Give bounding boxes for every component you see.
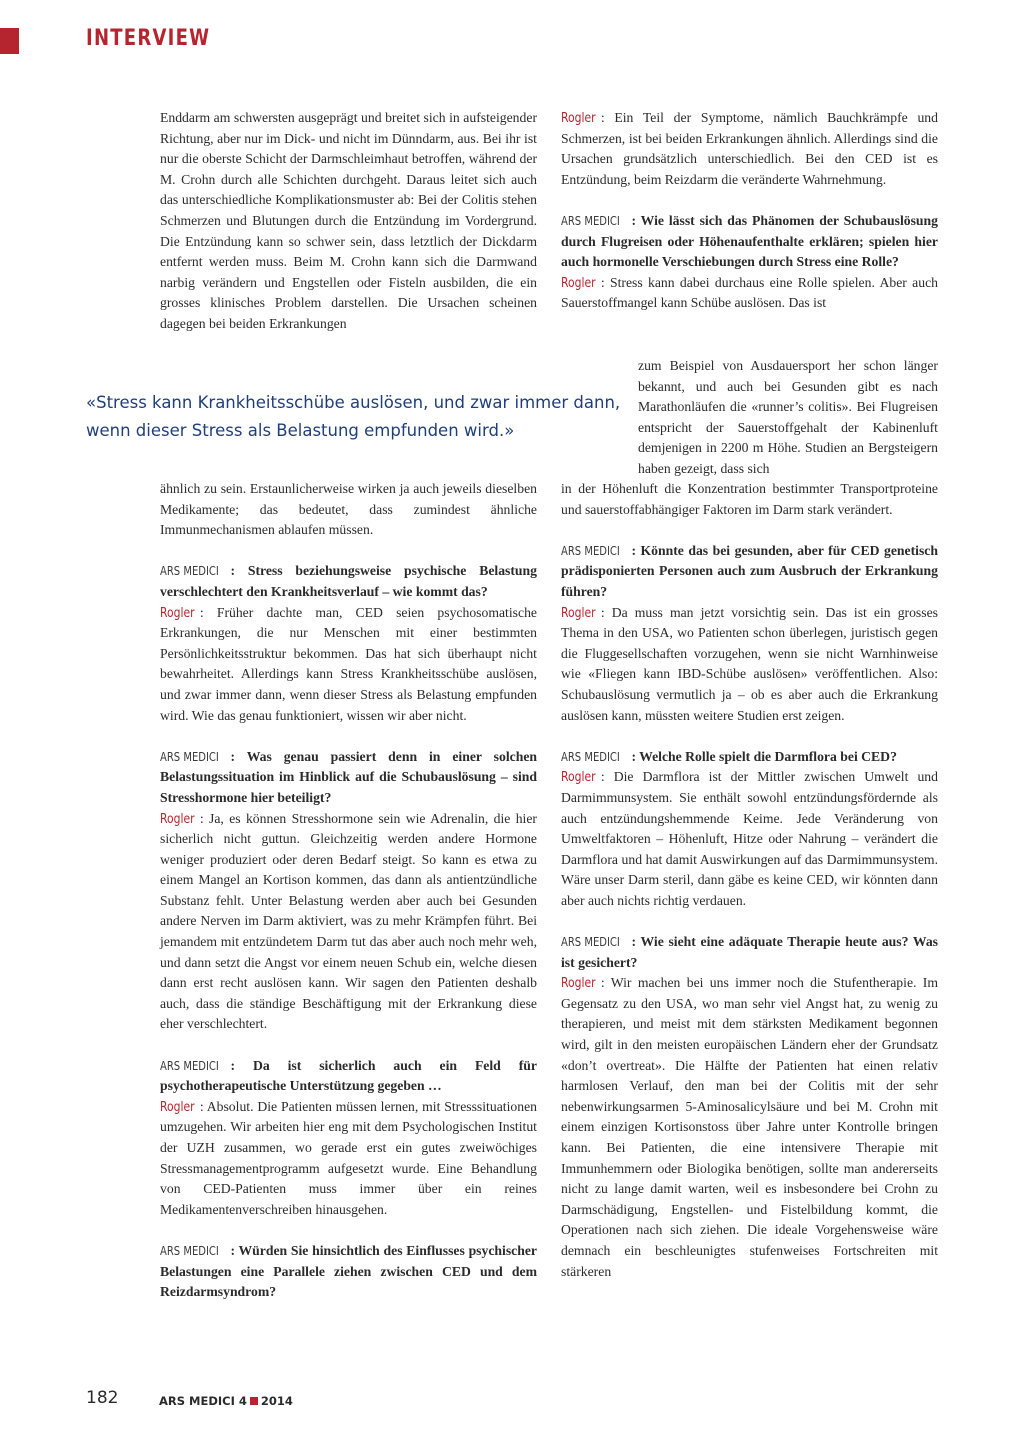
interview-question: ARS MEDICI : Was genau passiert denn in einer solchen Belastungssituation im Hinblick auf die Schubauslösung – sind Stresshormone hier beteiligt?	[160, 748, 538, 805]
answer-text: Ein Teil der Symptome, nämlich Bauchkrämpfe und Schmerzen, ist bei beiden Erkrankungen ähnlich. Allerdings sind die Ursachen grundsätzlich unterschiedlich. Bei den CED ist es Entzündung, beim Reizdarm die veränderte Wahrnehmung.	[561, 110, 938, 187]
answer-text: Ja, es können Stresshormone sein wie Adrenalin, die hier sicherlich nicht guttun. Gleichzeitig werden andere Hormone weniger produziert oder deren Bedarf steigt. So kann es etwa zu einem Mangel an Kortison kommen, das dann als antientzündliche Substanz fehlt. Unter Belastung werden aber auch bei Gesunden andere Nerven im Darm aktiviert, was zu mehr Krämpfen führt. Bei jemandem mit entzündetem Darm tut das aber auch noch mehr weh, und dann setzt die Angst vor einem neuen Schub ein, welche diesen dann erst recht auslösen kann. Wir sagen den Patienten deshalb auch, dass die ständige Beschäftigung mit der Erkrankung diese eher verschlechtert.	[160, 810, 537, 1032]
interview-question: ARS MEDICI : Würden Sie hinsichtlich des Einflusses psychischer Belastungen eine Parallele ziehen zwischen CED und dem Reizdarmsyndrom?	[160, 1242, 538, 1300]
journal-year: 2014	[260, 1394, 293, 1408]
interviewer-label: ARS MEDICI	[561, 934, 620, 950]
interviewer-label: ARS MEDICI	[160, 1242, 219, 1258]
interviewer-label: ARS MEDICI	[160, 563, 219, 579]
interview-answer: Rogler : Früher dachte man, CED seien psychosomatische Erkrankungen, die nur Menschen mit einer bestimmten Persönlichkeitsstruktur bekommen. Das hat sich überhaupt nicht bewahrheitet. Allerdings kann Stress Krankheitsschübe auslösen, und zwar immer dann, wenn dieser Stress als Belastung empfunden wird. Wie das genau funktioniert, wissen wir aber nicht.	[160, 604, 537, 723]
interview-question: ARS MEDICI : Welche Rolle spielt die Darmflora bei CED?	[561, 747, 938, 768]
answer-text: Wir machen bei uns immer noch die Stufentherapie. Im Gegensatz zu den USA, wo man sehr viel Angst hat, zu wenig zu therapieren, und meist mit dem stärksten Medikament begonnen wird, gilt in den meisten europäischen Ländern eher der Grundsatz «don’t overtreat». Die Hälfte der Patienten hat einen relativ harmlosen Verlauf, den man bei der Colitis mit der sehr nebenwirkungsarmen 5-Aminosalicylsäure und bei M. Crohn mit einem einzigen Kortisonstoss über Jahre unter Kontrolle bringen kann. Bei Patienten, die eine intensivere Therapie mit Immunhemmern oder Biologika benötigen, sollte man andererseits nicht zu lange damit warten, weil es insbesondere bei Crohn zu Darmschädigung, Engstellen- und Fistelbildung kommt, die Operationen nach sich ziehen. Die ideale Vorgehensweise wäre demnach ein beschleunigtes stufenweises Fortschreiten mit stärkeren	[561, 975, 938, 1279]
question-text: Würden Sie hinsichtlich des Einflusses psychischer Belastungen eine Parallele ziehen zwischen CED und dem Reizdarmsyndrom?	[160, 1242, 538, 1300]
answer-text: Die Darmflora ist der Mittler zwischen Umwelt und Darmimmunsystem. Sie enthält sowohl entzündungsfördernde als auch entzündungshemmende Keime. Jede Veränderung von Umweltfaktoren – Höhenluft, Hitze oder Nahrung – verändert die Darmflora und hat damit Auswirkungen auf das Darmimmunsystem. Wäre unser Darm steril, dann gäbe es keine CED, wir könnten dann aber auch nichts richtig verdauen.	[561, 769, 938, 908]
paragraph: in der Höhenluft die Konzentration bestimmter Transportproteine und sauerstoffabhängiger Faktoren im Darm stark verändert.	[561, 481, 938, 517]
question-text: Wie lässt sich das Phänomen der Schubauslösung durch Flugreisen oder Höhenaufenthalte erklären; spielen hier auch hormonelle Verschiebungen durch Stress eine Rolle?	[561, 212, 938, 270]
interview-question: ARS MEDICI : Könnte das bei gesunden, aber für CED genetisch prädisponierten Personen auch zum Ausbruch der Erkrankung führen?	[561, 542, 938, 599]
interview-answer: Rogler : Da muss man jetzt vorsichtig sein. Das ist ein grosses Thema in den USA, wo Patienten schon überlegen, juristisch gegen die Fluggesellschaften vorzugehen, wenn sie nicht Warnhinweise wie «Fliegen kann IBD-Schübe auslösen» veröffentlichen. Also: Schubauslösung vermutlich ja – ob es aber auch die Erkrankung auslösen kann, müssten weitere Studien erst zeigen.	[561, 604, 938, 723]
interviewer-label: ARS MEDICI	[160, 748, 219, 764]
question-text: Da ist sicherlich auch ein Feld für psychotherapeutische Unterstützung gegeben …	[160, 1057, 537, 1094]
speaker-label: Rogler	[561, 769, 596, 786]
speaker-label: Rogler	[160, 604, 195, 621]
interviewer-label: ARS MEDICI	[561, 542, 620, 558]
question-text: Stress beziehungsweise psychische Belastung verschlechtert den Krankheitsverlauf – wie kommt das?	[160, 563, 537, 599]
section-color-bar	[0, 28, 19, 54]
journal-name: ARS MEDICI 4	[159, 1394, 247, 1408]
answer-text: Da muss man jetzt vorsichtig sein. Das ist ein grosses Thema in den USA, wo Patienten schon überlegen, juristisch gegen die Fluggesellschaften vorzugehen, wenn sie nicht Warnhinweise wie «Fliegen kann IBD-Schübe auslösen» veröffentlichen. Also: Schubauslösung vermutlich ja – ob es aber auch die Erkrankung auslösen kann, müssten weitere Studien erst zeigen.	[561, 604, 938, 723]
paragraph: ähnlich zu sein. Erstaunlicherweise wirken ja auch jeweils dieselben Medikamente; das bedeutet, dass zumindest ähnliche Immunmechanismen ablaufen müssen.	[160, 481, 537, 538]
interview-answer: Rogler : Wir machen bei uns immer noch die Stufentherapie. Im Gegensatz zu den USA, wo man sehr viel Angst hat, zu wenig zu therapieren, und meist mit dem stärksten Medikament begonnen wird, gilt in den meisten europäischen Ländern eher der Grundsatz «don’t overtreat». Die Hälfte der Patienten hat einen relativ harmlosen Verlauf, den man bei der Colitis mit der sehr nebenwirkungsarmen 5-Aminosalicylsäure und bei M. Crohn mit einem einzigen Kortisonstoss über Jahre unter Kontrolle bringen kann. Bei Patienten, die eine intensivere Therapie mit Immunhemmern oder Biologika benötigen, sollte man andererseits nicht zu lange damit warten, weil es insbesondere bei Crohn zu Darmschädigung, Engstellen- und Fistelbildung kommt, die Operationen nach sich ziehen. Die ideale Vorgehensweise wäre demnach ein beschleunigtes stufenweises Fortschreiten mit stärkeren	[561, 975, 938, 1279]
section-label: INTERVIEW	[86, 26, 211, 51]
journal-issue	[159, 1394, 293, 1408]
interview-question: ARS MEDICI : Wie sieht eine adäquate Therapie heute aus? Was ist gesichert?	[561, 934, 939, 970]
interview-answer: Rogler : Absolut. Die Patienten müssen lernen, mit Stresssituationen umzugehen. Wir arbeiten hier eng mit dem Psychologischen Institut der UZH zusammen, wo gerade erst ein gutes zweiwöchiges Stressmanagementprogramm aufgesetzt wurde. Eine Behandlung von CED-Patienten muss immer über ein reines Medikamentenverschreiben hinausgehen.	[160, 1098, 537, 1217]
right-column-bottom	[561, 479, 938, 1282]
square-separator-icon	[250, 1397, 258, 1405]
speaker-label: Rogler	[561, 604, 596, 621]
paragraph: zum Beispiel von Ausdauersport her schon länger bekannt, und auch bei Gesunden gibt es nach Marathonläufen die «runner’s colitis». Bei Flugreisen entspricht der Sauerstoffgehalt der Kabinenluft demjenigen in 2200 m Höhe. Studien an Bergsteigern haben gezeigt, dass sich	[638, 358, 938, 476]
interview-answer: Rogler : Die Darmflora ist der Mittler zwischen Umwelt und Darmimmunsystem. Sie enthält sowohl entzündungsfördernde als auch entzündungshemmende Keime. Jede Veränderung von Umweltfaktoren – Höhenluft, Hitze oder Nahrung – verändert die Darmflora und hat damit Auswirkungen auf das Darmimmunsystem. Wäre unser Darm steril, dann gäbe es keine CED, wir könnten dann aber auch nichts richtig verdauen.	[561, 769, 938, 908]
right-column-indented	[638, 356, 938, 480]
interview-question: ARS MEDICI : Wie lässt sich das Phänomen der Schubauslösung durch Flugreisen oder Höhenaufenthalte erklären; spielen hier auch hormonelle Verschiebungen durch Stress eine Rolle?	[561, 212, 938, 270]
answer-text: Absolut. Die Patienten müssen lernen, mit Stresssituationen umzugehen. Wir arbeiten hier eng mit dem Psychologischen Institut der UZH zusammen, wo gerade erst ein gutes zweiwöchiges Stressmanagementprogramm aufgesetzt wurde. Eine Behandlung von CED-Patienten muss immer über ein reines Medikamentenverschreiben hinausgehen.	[160, 1098, 537, 1217]
interview-answer: Rogler : Stress kann dabei durchaus eine Rolle spielen. Aber auch Sauerstoffmangel kann Schübe auslösen. Das ist	[561, 274, 938, 311]
pull-quote: «Stress kann Krankheitsschübe auslösen, und zwar immer dann, wenn dieser Stress als Belastung empfunden wird.»	[86, 393, 621, 440]
page-number: 182	[86, 1388, 119, 1408]
speaker-label: Rogler	[160, 810, 195, 827]
interview-question: ARS MEDICI : Da ist sicherlich auch ein Feld für psychotherapeutische Unterstützung gegeben …	[160, 1057, 537, 1094]
interviewer-label: ARS MEDICI	[561, 748, 620, 764]
speaker-label: Rogler	[561, 110, 596, 126]
question-text: Wie sieht eine adäquate Therapie heute aus? Was ist gesichert?	[561, 934, 939, 970]
paragraph: Enddarm am schwersten ausgeprägt und breitet sich in aufsteigender Richtung, aber nur im Dick- und nicht im Dünndarm, aus. Bei ihr ist nur die oberste Schicht der Darmschleimhaut betroffen, während der M. Crohn durch alle Schichten durchgeht. Daraus leitet sich auch das unterschiedliche Komplikationsmuster ab: Bei der Colitis stehen Schmerzen und Blutungen durch die Entzündung im Vordergrund. Die Entzündung kann so schwer sein, dass letztlich der Dickdarm entfernt werden muss. Beim M. Crohn kann sich die Darmwand narbig verändern und Engstellen oder Fisteln ausbilden, die ein grosses klinisches Problem darstellen. Die Ursachen scheinen dagegen bei beiden Erkrankungen	[160, 110, 537, 331]
interviewer-label: ARS MEDICI	[160, 1057, 219, 1073]
question-text: Könnte das bei gesunden, aber für CED genetisch prädisponierten Personen auch zum Ausbruch der Erkrankung führen?	[561, 542, 938, 599]
interview-question: ARS MEDICI : Stress beziehungsweise psychische Belastung verschlechtert den Krankheitsverlauf – wie kommt das?	[160, 563, 537, 599]
left-column-bottom	[160, 479, 537, 1303]
interview-answer: Rogler : Ja, es können Stresshormone sein wie Adrenalin, die hier sicherlich nicht guttun. Gleichzeitig werden andere Hormone weniger produziert oder deren Bedarf steigt. So kann es etwa zu einem Mangel an Kortison kommen, das dann als antientzündliche Substanz fehlt. Unter Belastung werden aber auch bei Gesunden andere Nerven im Darm aktiviert, was zu mehr Krämpfen führt. Bei jemandem mit entzündetem Darm tut das aber auch noch mehr weh, und dann setzt die Angst vor einem neuen Schub ein, welche diesen dann erst recht auslösen kann. Wir sagen den Patienten deshalb auch, dass die ständige Beschäftigung mit der Erkrankung diese eher verschlechtert.	[160, 810, 537, 1032]
question-text: Welche Rolle spielt die Darmflora bei CED?	[639, 748, 897, 764]
left-column-top	[160, 108, 537, 335]
answer-text: Stress kann dabei durchaus eine Rolle spielen. Aber auch Sauerstoffmangel kann Schübe auslösen. Das ist	[561, 274, 938, 311]
interview-answer: Rogler : Ein Teil der Symptome, nämlich Bauchkrämpfe und Schmerzen, ist bei beiden Erkrankungen ähnlich. Allerdings sind die Ursachen grundsätzlich unterschiedlich. Bei den CED ist es Entzündung, beim Reizdarm die veränderte Wahrnehmung.	[561, 110, 938, 187]
speaker-label: Rogler	[561, 975, 596, 992]
right-column-top	[561, 108, 938, 314]
answer-text: Früher dachte man, CED seien psychosomatische Erkrankungen, die nur Menschen mit einer bestimmten Persönlichkeitsstruktur bekommen. Das hat sich überhaupt nicht bewahrheitet. Allerdings kann Stress Krankheitsschübe auslösen, und zwar immer dann, wenn dieser Stress als Belastung empfunden wird. Wie das genau funktioniert, wissen wir aber nicht.	[160, 604, 537, 723]
interviewer-label: ARS MEDICI	[561, 212, 620, 228]
speaker-label: Rogler	[561, 274, 596, 291]
question-text: Was genau passiert denn in einer solchen Belastungssituation im Hinblick auf die Schubauslösung – sind Stresshormone hier beteiligt?	[160, 748, 538, 805]
speaker-label: Rogler	[160, 1098, 195, 1115]
